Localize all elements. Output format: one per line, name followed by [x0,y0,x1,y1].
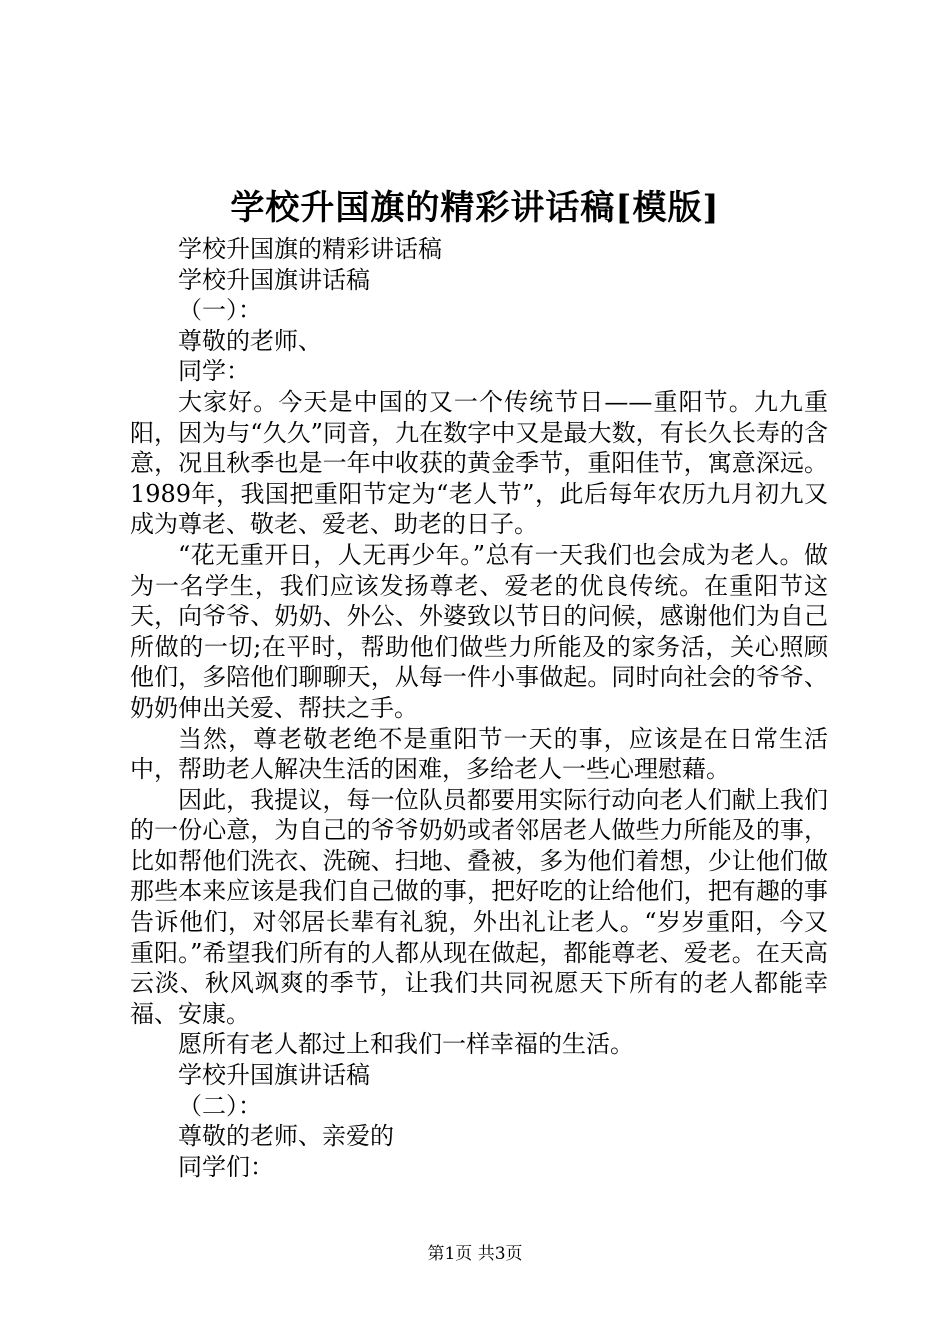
body-paragraph: “花无重开日，人无再少年。”总有一天我们也会成为老人。做为一名学生，我们应该发扬尊老、爱老的优良传统。在重阳节这天，向爷爷、奶奶、外公、外婆致以节日的问候，感谢他们为自己所做的一切;在平时，帮助他们做些力所能及的家务活，关心照顾他们，多陪他们聊聊天，从每一件小事做起。同时向社会的爷爷、奶奶伸出关爱、帮扶之手。 [130,540,828,722]
subheading-line: 学校升国旗讲话稿 [178,265,370,294]
salutation-line: 同学们： [178,1152,274,1181]
salutation-line: 尊敬的老师、亲爱的 [178,1122,394,1151]
salutation-line: 尊敬的老师、 [178,326,322,355]
section-marker: （二）： [178,1091,262,1120]
salutation-line: 同学： [178,357,250,386]
document-title: 学校升国旗的精彩讲话稿[模版] [230,188,720,228]
body-paragraph: 大家好。今天是中国的又一个传统节日——重阳节。九九重阳，因为与“久久”同音，九在数字中又是最大数，有长久长寿的含意，况且秋季也是一年中收获的黄金季节，重阳佳节，寓意深远。1989年，我国把重阳节定为“老人节”，此后每年农历九月初九又成为尊老、敬老、爱老、助老的日子。 [130,387,828,539]
section-marker: （一）： [178,296,262,325]
document-body [130,234,828,1182]
closing-line: 愿所有老人都过上和我们一样幸福的生活。 [178,1030,634,1059]
body-paragraph: 当然，尊老敬老绝不是重阳节一天的事，应该是在日常生活中，帮助老人解决生活的困难，多给老人一些心理慰藉。 [130,724,828,784]
heading-line: 学校升国旗的精彩讲话稿 [178,235,442,263]
subheading-line: 学校升国旗讲话稿 [178,1061,370,1090]
body-paragraph: 因此，我提议，每一位队员都要用实际行动向老人们献上我们的一份心意，为自己的爷爷奶奶或者邻居老人做些力所能及的事，比如帮他们洗衣、洗碗、扫地、叠被，多为他们着想，少让他们做那些本来应该是我们自己做的事，把好吃的让给他们，把有趣的事告诉他们，对邻居长辈有礼貌，外出礼让老人。“岁岁重阳，今又重阳。”希望我们所有的人都从现在做起，都能尊老、爱老。在天高云淡、秋风飒爽的季节，让我们共同祝愿天下所有的老人都能幸福、安康。 [130,785,828,1028]
page-footer: 第1页 共3页 [427,1244,523,1264]
